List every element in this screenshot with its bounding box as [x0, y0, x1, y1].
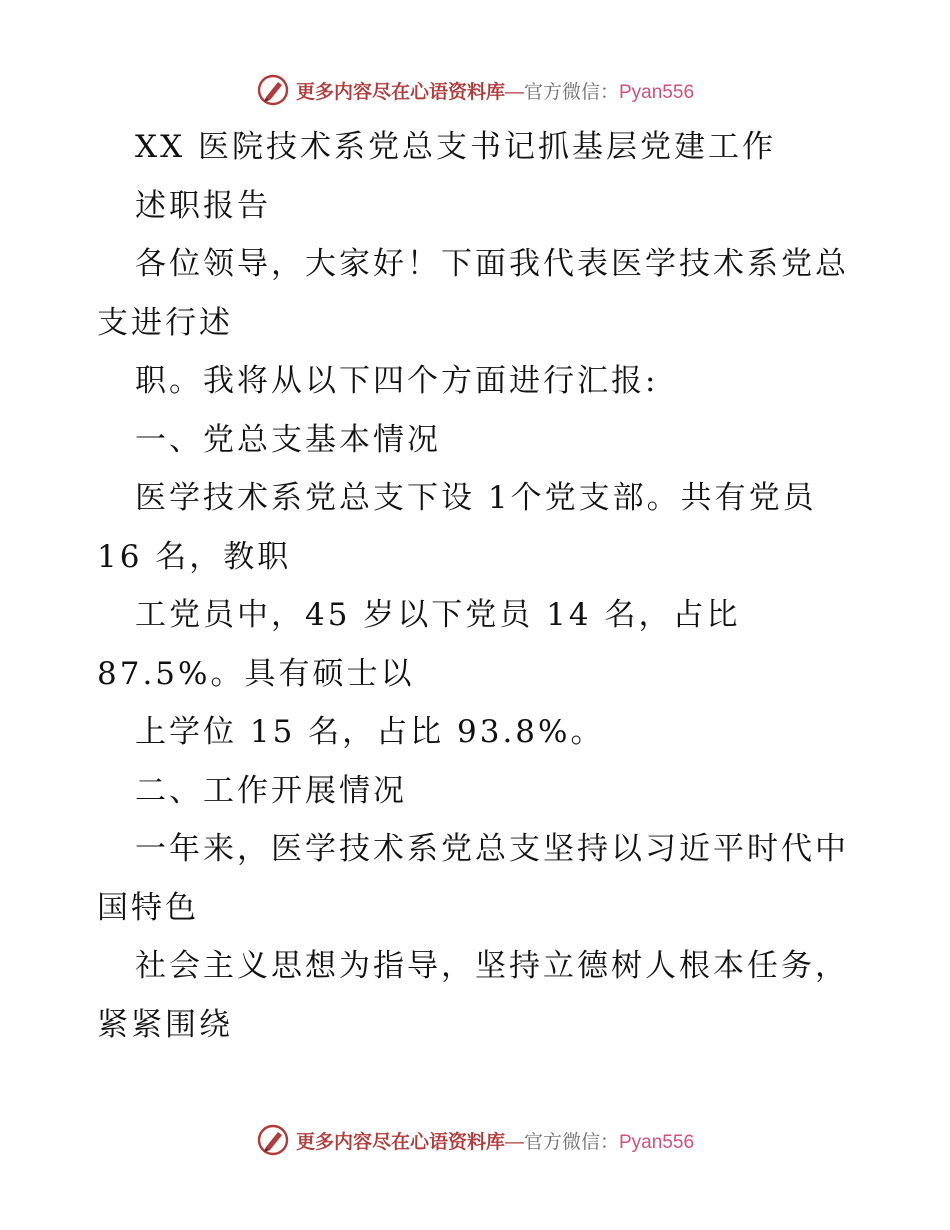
text-line: 上学位 15 名，占比 93.8%。 — [135, 714, 605, 750]
text-line: 述职报告 — [135, 187, 271, 224]
pen-logo-icon — [256, 1123, 290, 1157]
banner-contact-label: 官方微信： — [523, 81, 619, 103]
banner-contact-id: Pyan556 — [619, 81, 695, 103]
text-line: 各位领导，大家好！下面我代表医学技术系党总 — [135, 246, 849, 282]
banner-text — [296, 77, 694, 104]
text-line: 紧紧围绕 — [97, 1006, 233, 1043]
banner-contact-id: Pyan556 — [619, 1131, 695, 1153]
banner-promo: 更多内容尽在心语资料库 — [295, 81, 505, 103]
banner-contact-label: 官方微信： — [523, 1131, 619, 1153]
text-line: 医学技术系党总支下设 1个党支部。共有党员 — [135, 480, 817, 516]
text-line: 一年来，医学技术系党总支坚持以习近平时代中 — [135, 831, 849, 867]
text-line: 国特色 — [97, 889, 199, 926]
banner-separator: — — [504, 81, 524, 103]
text-line: 社会主义思想为指导，坚持立德树人根本任务， — [135, 948, 849, 984]
text-line: 16 名，教职 — [97, 538, 292, 575]
header-banner — [0, 70, 950, 110]
text-line: 支进行述 — [97, 304, 233, 341]
footer-banner — [0, 1120, 950, 1160]
text-line: 二、工作开展情况 — [135, 772, 407, 809]
text-line: 一、党总支基本情况 — [135, 421, 441, 458]
text-line: 工党员中，45 岁以下党员 14 名，占比 — [135, 597, 741, 633]
banner-text — [296, 1127, 694, 1154]
pen-logo-icon — [256, 73, 290, 107]
banner-promo: 更多内容尽在心语资料库 — [295, 1131, 505, 1153]
text-line: 职。我将从以下四个方面进行汇报: — [135, 363, 659, 399]
text-line: XX 医院技术系党总支书记抓基层党建工作 — [135, 129, 776, 165]
banner-separator: — — [504, 1131, 524, 1153]
text-line: 87.5%。具有硕士以 — [97, 655, 415, 692]
document-body — [0, 118, 950, 1054]
